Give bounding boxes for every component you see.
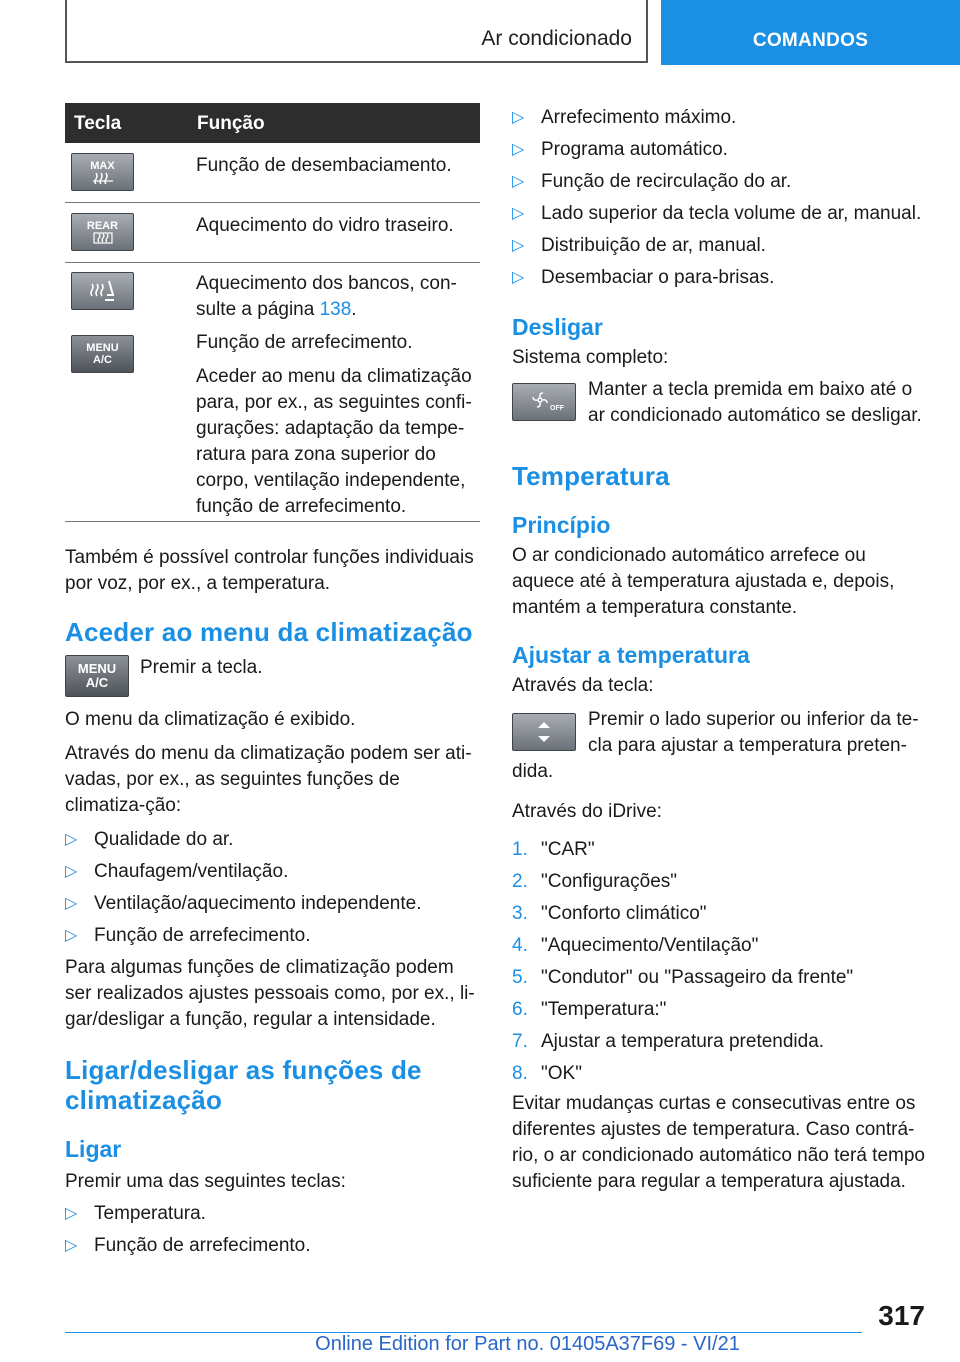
period: . [351, 299, 357, 320]
max-defrost-icon [71, 153, 134, 191]
chapter-title: COMANDOS [752, 30, 869, 51]
on-key-list [65, 1201, 480, 1259]
heading-principle: Princípio [512, 512, 611, 538]
page-number: 317 [878, 1300, 925, 1331]
table-col-key: Tecla [74, 113, 122, 134]
list-item [512, 1061, 932, 1087]
defrost-waves-icon [92, 232, 114, 244]
step-number: 4. [512, 935, 528, 956]
adjust-instruction-cont: dida. [512, 761, 554, 782]
idrive-steps-list [512, 837, 932, 1087]
bullet-marker: ▷ [65, 831, 78, 848]
personal-settings-text: Para algumas funções de climatização podem ser realizados ajustes pessoais como, por ex., li-gar/desligar a função, regular a intensidade. [65, 957, 475, 1030]
heading-adjust: Ajustar a temperatura [512, 642, 750, 668]
bullet-marker: ▷ [512, 109, 525, 126]
seat-heating-icon [71, 272, 134, 310]
list-item [65, 827, 480, 853]
bullet-marker: ▷ [512, 141, 525, 158]
list-item [512, 233, 932, 259]
bullet-marker: ▷ [65, 895, 78, 912]
table-function-text: Função de desembaciamento. [196, 155, 452, 176]
table-function-text: Aceder ao menu da climatização para, por ex., as seguintes confi-gurações: adaptação da tempe-ratura para zona superior do corpo, ventilação independente, função de arrefecimento. [196, 366, 472, 517]
list-item-text: Função de arrefecimento. [94, 1235, 311, 1256]
menu-ac-icon [65, 655, 129, 697]
list-item [512, 965, 932, 991]
off-key-line [512, 377, 932, 431]
rear-defrost-icon [71, 213, 134, 251]
list-item-text: Chaufagem/ventilação. [94, 861, 289, 882]
menu-desc-text: Através do menu da climatização podem ser ati-vadas, por ex., as seguintes funções de climatiza-ção: [65, 743, 472, 816]
step-number: 8. [512, 1063, 528, 1084]
heading-on-off: Ligar/desligar as funções de climatização [65, 1055, 422, 1115]
step-text: "OK" [541, 1063, 582, 1084]
bullet-marker: ▷ [512, 237, 525, 254]
list-item [65, 923, 480, 949]
bullet-marker: ▷ [65, 927, 78, 944]
step-number: 3. [512, 903, 528, 924]
list-item-text: Programa automático. [541, 139, 728, 160]
step-number: 2. [512, 871, 528, 892]
step-text: "Aquecimento/Ventilação" [541, 935, 759, 956]
step-text: "Temperatura:" [541, 999, 667, 1020]
list-item-text: Temperatura. [94, 1203, 206, 1224]
step-text: "Conforto climático" [541, 903, 707, 924]
list-item [512, 837, 932, 863]
off-intro-text: Sistema completo: [512, 347, 669, 368]
list-item [65, 1233, 480, 1259]
edition-footer: Online Edition for Part no. 01405A37F69 - VI/21 [315, 1333, 740, 1355]
header-section-box [65, 0, 648, 63]
step-text: "Configurações" [541, 871, 678, 892]
list-item [512, 265, 932, 291]
left-column [65, 103, 480, 1259]
bullet-marker: ▷ [65, 863, 78, 880]
table-function-text: Função de arrefecimento. [196, 332, 413, 353]
defrost-waves-icon [92, 172, 114, 184]
table-row [65, 263, 480, 325]
fan-off-icon [512, 383, 576, 421]
menu-ac-icon [71, 335, 134, 373]
closing-text: Evitar mudanças curtas e consecutivas entre os diferentes ajustes de temperatura. Caso contrá-rio, o ar condicionado automático não terá tempo suficiente para regular a temperatura ajustada. [512, 1093, 925, 1192]
right-column [512, 103, 932, 1195]
step-number: 1. [512, 839, 528, 860]
adjust-instruction-text: Premir o lado superior ou inferior da te-cla para ajustar a temperatura preten- [588, 709, 919, 756]
seat-icon [88, 278, 118, 304]
bullet-marker: ▷ [512, 269, 525, 286]
table-header [65, 103, 480, 143]
bullet-marker: ▷ [65, 1205, 78, 1222]
list-item-text: Função de recirculação do ar. [541, 171, 792, 192]
key-label: MENU [77, 661, 117, 676]
up-down-arrows-icon [534, 717, 554, 747]
list-item-text: Distribuição de ar, manual. [541, 235, 766, 256]
heading-off: Desligar [512, 314, 603, 340]
menu-key-line [65, 655, 480, 703]
list-item [512, 1029, 932, 1055]
key-label: A/C [85, 675, 109, 690]
step-number: 5. [512, 967, 528, 988]
header-chapter-tab [661, 0, 960, 65]
list-item [512, 105, 932, 131]
key-label: MENU [86, 342, 119, 354]
table-col-function: Função [197, 113, 265, 134]
list-item-text: Função de arrefecimento. [94, 925, 311, 946]
fan-icon [524, 391, 564, 413]
adjust-intro-text: Através da tecla: [512, 675, 654, 696]
on-intro-text: Premir uma das seguintes teclas: [65, 1171, 346, 1192]
step-number: 6. [512, 999, 528, 1020]
step-text: "CAR" [541, 839, 595, 860]
list-item [512, 901, 932, 927]
bullet-marker: ▷ [65, 1237, 78, 1254]
list-item [512, 933, 932, 959]
principle-text: O ar condicionado automático arrefece ou aquece até à temperatura ajustada e, depois, mantém a temperatura constante. [512, 545, 895, 618]
press-key-text: Premir a tecla. [140, 657, 263, 678]
menu-shown-text: O menu da climatização é exibido. [65, 709, 356, 730]
bullet-marker: ▷ [512, 173, 525, 190]
list-item [65, 1201, 480, 1227]
list-item-text: Qualidade do ar. [94, 829, 234, 850]
list-item-text: Desembaciar o para-brisas. [541, 267, 775, 288]
seat-heating-text: Aquecimento dos bancos, con-sulte a página [196, 273, 457, 320]
heading-on: Ligar [65, 1136, 122, 1162]
idrive-intro-text: Através do iDrive: [512, 801, 662, 822]
key-label: REAR [86, 220, 119, 232]
table-row [65, 143, 480, 203]
voice-control-text: Também é possível controlar funções individuais por voz, por ex., a temperatura. [65, 547, 474, 594]
table-function-text: Aquecimento do vidro traseiro. [196, 215, 454, 236]
list-item [65, 859, 480, 885]
step-number: 7. [512, 1031, 528, 1052]
heading-temperature: Temperatura [512, 461, 670, 491]
heading-menu: Aceder ao menu da climatização [65, 617, 473, 647]
list-item [512, 997, 932, 1023]
page-link[interactable]: 138 [319, 299, 352, 320]
section-title: Ar condicionado [481, 27, 632, 50]
on-key-list-continued [512, 105, 932, 291]
step-text: Ajustar a temperatura pretendida. [541, 1031, 825, 1052]
list-item [65, 891, 480, 917]
adjust-key-line [512, 707, 932, 759]
list-item [512, 869, 932, 895]
list-item-text: Arrefecimento máximo. [541, 107, 737, 128]
list-item [512, 169, 932, 195]
bullet-marker: ▷ [512, 205, 525, 222]
off-instruction-text: Manter a tecla premida em baixo até o ar condicionado automático se desligar. [588, 379, 922, 426]
list-item-text: Ventilação/aquecimento independente. [94, 893, 422, 914]
list-item [512, 137, 932, 163]
off-key-label: OFF [550, 405, 564, 412]
table-function-text [196, 263, 480, 323]
key-label: A/C [93, 354, 112, 366]
table-row [65, 325, 480, 522]
step-text: "Condutor" ou "Passageiro da frente" [541, 967, 854, 988]
list-item-text: Lado superior da tecla volume de ar, manual. [541, 203, 922, 224]
menu-function-list [65, 827, 480, 949]
table-row [65, 203, 480, 263]
list-item [512, 201, 932, 227]
key-label: MAX [90, 160, 115, 172]
temp-updown-icon [512, 713, 576, 751]
